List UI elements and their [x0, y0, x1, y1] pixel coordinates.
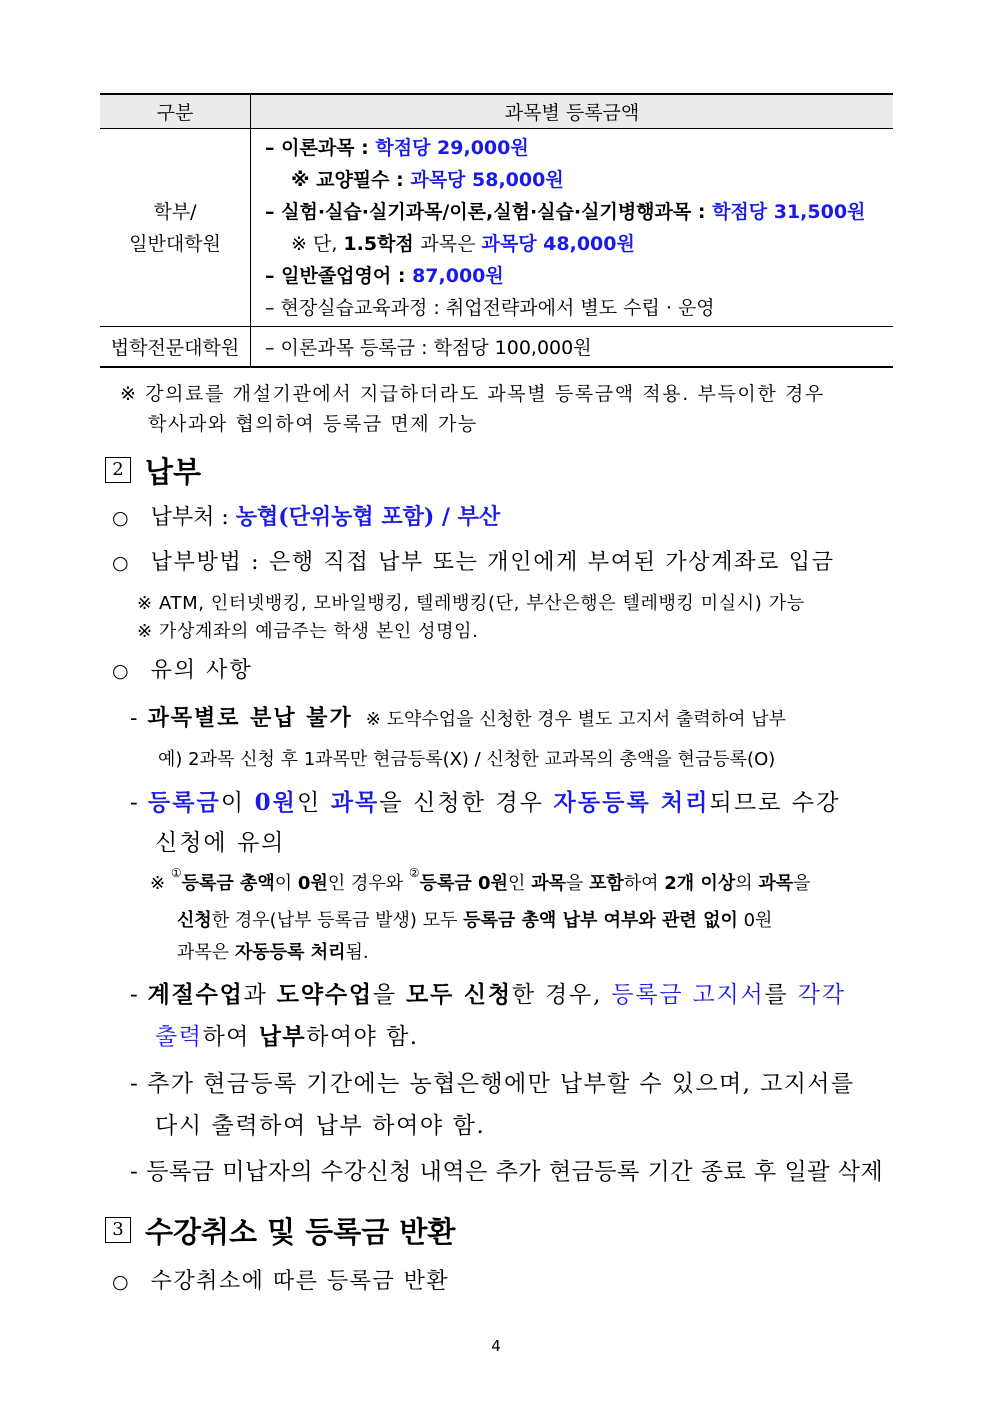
text-run: 과목	[531, 873, 566, 894]
note-mark: ※ 단,	[291, 233, 344, 255]
caution-item	[130, 1065, 855, 1098]
dash: -	[130, 1071, 140, 1097]
caution-item	[130, 784, 841, 817]
text-run: 각각	[797, 982, 846, 1008]
fee-cell: – 이론과목 등록금 : 학점당 100,000원	[251, 327, 894, 368]
caution-note-line	[177, 906, 772, 932]
text-run: 납부	[258, 1023, 307, 1050]
text-run: 0원	[254, 789, 297, 816]
dash: –	[265, 137, 282, 159]
text-run: 이	[274, 873, 298, 894]
text-run: 추가 현금등록 기간에는 농협은행에만 납부할 수 있으며, 고지서를	[147, 1071, 855, 1097]
fee-amount: 과목당 58,000원	[410, 169, 564, 191]
item-text: 수강취소에 따른 등록금 반환	[150, 1269, 450, 1294]
text-run: 포함	[588, 873, 624, 894]
text-run: 인	[297, 790, 331, 816]
page-number: 4	[491, 1337, 501, 1355]
caution-note-line	[150, 866, 811, 895]
text-run: 계절수업	[147, 981, 244, 1008]
text-run: 하여	[623, 873, 665, 894]
note-mark: ※	[150, 873, 171, 894]
text-run: 됨.	[345, 942, 369, 963]
text-run: 0원	[737, 910, 773, 931]
text-run: 되므로 수강	[709, 790, 841, 816]
text-run: 을 신청한 경우	[379, 790, 554, 816]
circle-number: ②	[408, 866, 420, 880]
text-run: 등록금 고지서	[611, 982, 765, 1008]
fee-line	[265, 196, 893, 228]
caution-item	[130, 701, 786, 732]
text-run: 등록금 총액 납부 여부와 관련 없이	[463, 910, 738, 931]
fee-cell	[251, 129, 894, 327]
text-run: 2개 이상	[664, 873, 736, 894]
fee-line	[265, 260, 893, 292]
dash: -	[130, 1159, 139, 1185]
section-title: 납부	[145, 454, 202, 489]
caution-item	[130, 1153, 883, 1186]
text-run: 을	[793, 873, 811, 894]
text-run: 등록금 미납자의 수강신청 내역은 추가 현금등록 기간 종료 후 일괄 삭제	[146, 1159, 884, 1185]
bullet: ○	[112, 660, 129, 682]
note-mark: ※	[291, 169, 317, 191]
fee-line	[265, 164, 893, 196]
caution-line: 신청에 유의	[155, 830, 286, 856]
text-run: 인	[507, 873, 532, 894]
item-value: 농협(단위농협 포함) / 부산	[235, 504, 501, 530]
fee-amount: 87,000원	[412, 265, 504, 287]
bullet: ○	[112, 507, 129, 529]
bullet: ○	[112, 1271, 129, 1293]
text-run: 모두 신청	[406, 981, 512, 1008]
caution-line: 다시 출력하여 납부 하여야 함.	[155, 1113, 486, 1139]
list-item	[112, 500, 500, 531]
text-run: 등록금 0원	[419, 873, 508, 894]
category-cell: 법학전문대학원	[100, 327, 251, 368]
list-item	[112, 545, 835, 576]
text-run: 인 경우와	[327, 873, 409, 894]
caution-note: ※ 도약수업을 신청한 경우 별도 고지서 출력하여 납부	[365, 709, 787, 730]
note-line: ※ 가상계좌의 예금주는 학생 본인 성명임.	[137, 621, 479, 642]
circle-number: ①	[170, 866, 182, 880]
text-run: 를	[764, 982, 798, 1008]
text-run: 출력	[155, 1024, 203, 1050]
fee-label: 교양필수 :	[316, 169, 411, 191]
item-label: 납부처 :	[150, 505, 236, 530]
fee-label: 과목은	[420, 233, 482, 255]
text-run: 자동등록 처리	[553, 789, 710, 816]
category-cell	[100, 129, 251, 327]
section-number: 3	[105, 1217, 131, 1243]
note-line: 학사과와 협의하여 등록금 면제 가능	[148, 413, 478, 435]
fee-amount: 학점당 31,500원	[712, 201, 866, 223]
text-run: 자동등록 처리	[234, 942, 346, 963]
list-item	[112, 1264, 449, 1295]
table-header-row	[100, 94, 893, 129]
category-line: 학부/	[153, 200, 197, 223]
text-run: 등록금	[147, 789, 221, 816]
section-number: 2	[105, 457, 131, 483]
fee-amount: 학점당 29,000원	[375, 137, 529, 159]
text-run: 한 경우(납부 등록금 발생) 모두	[211, 910, 464, 931]
dash: -	[130, 706, 138, 731]
text-run: 신청	[177, 910, 212, 931]
dash: -	[130, 982, 140, 1008]
section-heading	[105, 452, 201, 488]
caution-item	[130, 976, 846, 1009]
table-row	[100, 129, 893, 327]
text-run: 0원	[297, 873, 328, 894]
text-run: 하여야 함.	[306, 1024, 419, 1050]
fee-line: – 현장실습교육과정 : 취업전략과에서 별도 수립 · 운영	[265, 297, 715, 319]
text-run: 과	[243, 982, 277, 1008]
fee-amount: 과목당 48,000원	[481, 233, 635, 255]
item-text: 납부방법 : 은행 직접 납부 또는 개인에게 부여된 가상계좌로 입금	[150, 550, 835, 575]
text-run: 한 경우,	[511, 982, 612, 1008]
fee-label: 1.5학점	[343, 233, 421, 255]
fee-table	[100, 93, 893, 368]
text-run: 의	[735, 873, 759, 894]
text-run: 도약수업	[276, 981, 373, 1008]
fee-line	[265, 228, 893, 260]
fee-label: 실험·실습·실기과목/이론,실험·실습·실기병행과목 :	[281, 201, 713, 223]
section-heading	[105, 1212, 455, 1248]
caution-line	[155, 1018, 419, 1051]
note-line: ※ ATM, 인터넷뱅킹, 모바일뱅킹, 텔레뱅킹(단, 부산은행은 텔레뱅킹 미실시) 가능	[137, 593, 805, 614]
caution-note-line	[177, 938, 369, 964]
text-run: 등록금 총액	[181, 873, 275, 894]
fee-label: 이론과목 :	[281, 137, 376, 159]
section-title: 수강취소 및 등록금 반환	[145, 1214, 456, 1249]
fee-line	[265, 132, 893, 164]
caution-bold: 과목별로 분납 불가	[147, 705, 353, 731]
caution-example: 예) 2과목 신청 후 1과목만 현금등록(X) / 신청한 교과목의 총액을 현금등록(O)	[158, 749, 776, 770]
category-line: 일반대학원	[129, 232, 221, 255]
dash: -	[130, 790, 140, 816]
text-run: 을	[372, 982, 407, 1008]
header-fee: 과목별 등록금액	[251, 94, 894, 129]
bullet: ○	[112, 552, 129, 574]
table-row	[100, 327, 893, 368]
text-run: 하여	[202, 1024, 259, 1050]
text-run: 과목	[758, 873, 794, 894]
list-item	[112, 653, 253, 684]
text-run: 과목은	[177, 942, 235, 963]
note-line: ※ 강의료를 개설기관에서 지급하더라도 과목별 등록금액 적용. 부득이한 경우	[120, 383, 825, 405]
text-run: 이	[220, 790, 255, 816]
fee-label: 일반졸업영어 :	[281, 265, 413, 287]
text-run: 과목	[330, 789, 380, 816]
dash: –	[265, 201, 282, 223]
dash: –	[265, 265, 282, 287]
item-text: 유의 사항	[150, 658, 253, 683]
text-run: 을	[565, 873, 589, 894]
header-category: 구분	[100, 94, 251, 129]
